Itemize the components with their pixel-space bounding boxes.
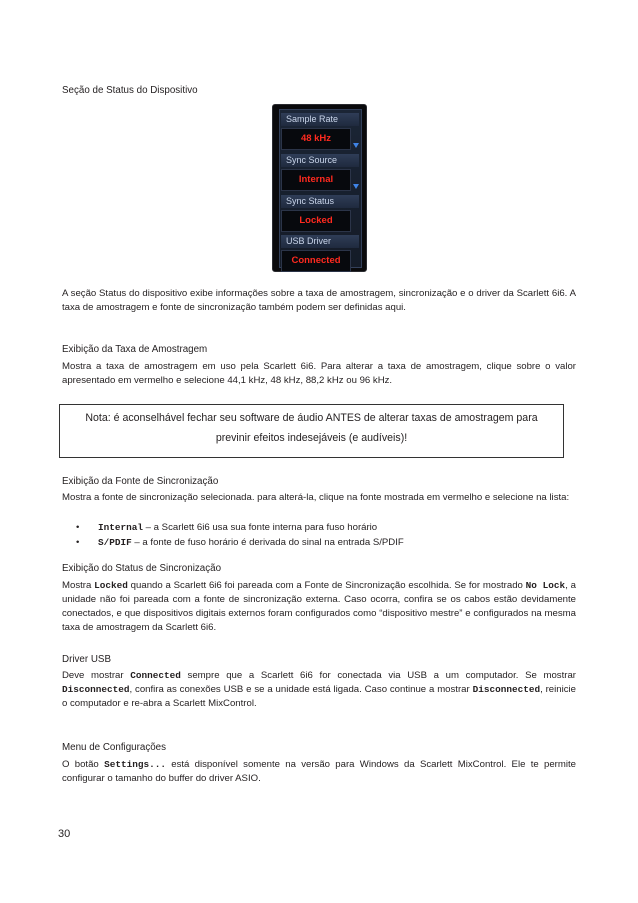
sync-status-value: Locked	[281, 210, 351, 232]
text-run: sempre que a Scarlett 6i6 for conectada via USB a um computador. Se mostrar	[180, 670, 576, 681]
sync-source-heading: Exibição da Fonte de Sincronização	[62, 476, 219, 487]
sample-rate-text: Mostra a taxa de amostragem em uso pela Scarlett 6i6. Para alterar a taxa de amostragem, clique sobre o valor apresentado em vermelho e selecione 44,1 kHz, 48 kHz, 88,2 kHz ou 96 kHz.	[62, 361, 576, 386]
bullet-icon: •	[76, 522, 80, 533]
text-run: Mostra	[62, 580, 95, 591]
sample-rate-label: Sample Rate	[281, 113, 359, 126]
usb-driver-heading: Driver USB	[62, 654, 111, 665]
bullet-text: – a Scarlett 6i6 usa sua fonte interna para fuso horário	[143, 522, 378, 533]
code-disconnected: Disconnected	[472, 684, 541, 695]
code-locked: Locked	[94, 580, 128, 591]
text-run: , a unidade não foi pareada com a fonte de sincronização externa. Caso ocorra, confira se os cabos estão devidamente conectados, e que dispositivos digitais externos foram configurados como “dispositivo mestre” e configurados na mesma taxa de amostragem da Scarlett 6i6.	[62, 580, 576, 633]
note-line-2: previnir efeitos indesejáveis (e audíveis)!	[215, 432, 408, 444]
code-internal: Internal	[98, 522, 144, 533]
chevron-down-icon[interactable]	[353, 143, 359, 148]
page-number: 30	[58, 828, 71, 840]
usb-driver-value: Connected	[281, 250, 351, 272]
text-run: O botão	[62, 759, 105, 770]
sync-status-text	[62, 579, 576, 635]
code-connected: Connected	[130, 670, 181, 681]
code-disconnected: Disconnected	[62, 684, 130, 695]
intro-paragraph: A seção Status do dispositivo exibe informações sobre a taxa de amostragem, sincronização e o driver da Scarlett 6i6. A taxa de amostragem e fonte de sincronização também podem ser definidas aqui.	[62, 288, 576, 313]
settings-menu-text	[62, 758, 576, 786]
text-run: Deve mostrar	[62, 670, 131, 681]
chevron-down-icon[interactable]	[353, 184, 359, 189]
sync-source-label: Sync Source	[281, 154, 359, 167]
bullet-icon: •	[76, 537, 80, 548]
text-run: está disponível somente na versão para Windows da Scarlett MixControl. Ele te permite configurar o tamanho do buffer do driver ASIO.	[62, 759, 576, 784]
sample-rate-value[interactable]: 48 kHz	[281, 128, 351, 150]
code-settings: Settings...	[104, 759, 166, 770]
usb-driver-label: USB Driver	[281, 235, 359, 248]
code-no-lock: No Lock	[525, 580, 566, 591]
note-box	[59, 404, 564, 458]
sync-status-heading: Exibição do Status de Sincronização	[62, 563, 222, 574]
text-run: , confira as conexões USB e se a unidade está ligada. Caso continue a mostrar	[129, 684, 473, 695]
sync-source-text: Mostra a fonte de sincronização selecionada. para alterá-la, clique na fonte mostrada em vermelho e selecione na lista:	[62, 492, 570, 503]
sync-status-label: Sync Status	[281, 195, 359, 208]
bullet-text: – a fonte de fuso horário é derivada do sinal na entrada S/PDIF	[131, 537, 404, 548]
code-spdif: S/PDIF	[98, 537, 132, 548]
section-title: Seção de Status do Dispositivo	[62, 85, 198, 96]
sample-rate-heading: Exibição da Taxa de Amostragem	[62, 344, 208, 355]
text-run: , reinicie o computador e re-abra a Scarlett MixControl.	[62, 684, 576, 709]
device-status-panel-inner	[279, 109, 362, 268]
sync-source-value[interactable]: Internal	[281, 169, 351, 191]
settings-menu-heading: Menu de Configurações	[62, 742, 167, 753]
usb-driver-text	[62, 669, 576, 711]
text-run: quando a Scarlett 6i6 foi pareada com a Fonte de Sincronização escolhida. Se for mostrado	[127, 580, 526, 591]
list-item	[76, 536, 404, 550]
device-status-panel	[272, 104, 367, 272]
note-line-1: Nota: é aconselhável fechar seu software de áudio ANTES de alterar taxas de amostragem para	[85, 412, 538, 424]
list-item	[76, 521, 377, 535]
